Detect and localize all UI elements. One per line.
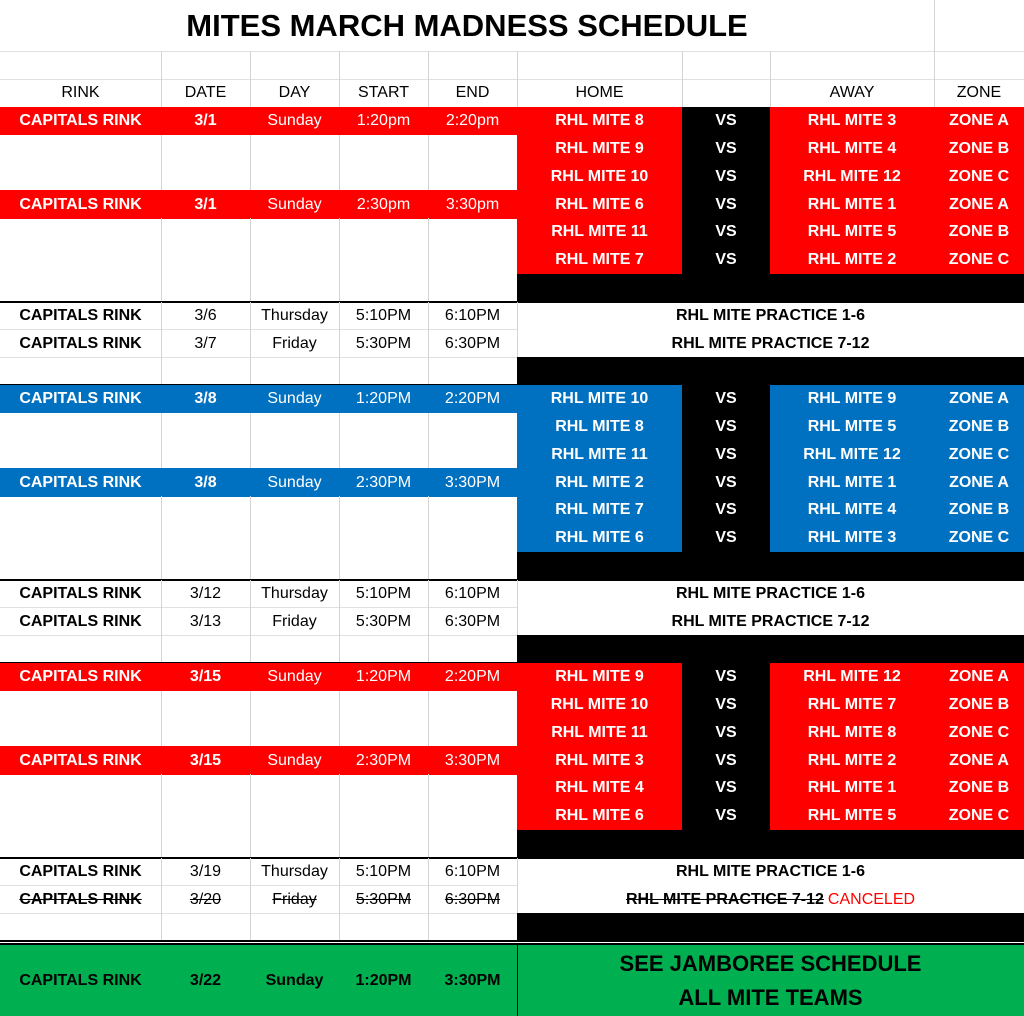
gridline (161, 413, 162, 441)
gridline (250, 357, 251, 385)
gridline (161, 802, 162, 830)
day-cell: Sunday (250, 746, 339, 774)
gridline (0, 913, 517, 914)
section-divider (0, 940, 1024, 942)
rink-cell: CAPITALS RINK (0, 385, 161, 413)
zone-cell: ZONE A (934, 468, 1024, 496)
date-cell: 3/20 (189, 890, 222, 908)
practice-cell (517, 302, 1024, 330)
vs-label: VS (682, 441, 770, 469)
separator-bar (517, 830, 1024, 858)
zone-cell: ZONE A (934, 385, 1024, 413)
rink-cell: CAPITALS RINK (0, 107, 161, 135)
header-rink: RINK (61, 84, 100, 101)
gridline (428, 246, 429, 274)
home-team-cell: RHL MITE 10 (517, 691, 682, 719)
gridline (428, 607, 429, 635)
gridline (161, 329, 162, 357)
gridline (339, 246, 340, 274)
end-cell: 2:20PM (428, 663, 517, 691)
date-cell: 3/12 (189, 584, 222, 602)
separator-bar (517, 913, 1024, 941)
gridline (428, 719, 429, 747)
away-team-cell: RHL MITE 12 (770, 163, 934, 191)
gridline (339, 524, 340, 552)
start-cell: 2:30PM (339, 468, 428, 496)
home-team-cell: RHL MITE 9 (517, 663, 682, 691)
away-team-cell: RHL MITE 1 (770, 190, 934, 218)
gridline (428, 302, 429, 330)
rink-cell: CAPITALS RINK (0, 746, 161, 774)
gridline (517, 302, 518, 330)
end-cell: 6:10PM (444, 862, 501, 880)
jamboree-line2: ALL MITE TEAMS (678, 984, 863, 1010)
gridline (339, 218, 340, 246)
home-team-cell: RHL MITE 6 (517, 802, 682, 830)
gridline (161, 218, 162, 246)
practice-label: RHL MITE PRACTICE 1-6 (675, 306, 866, 324)
day-cell: Sunday (250, 945, 339, 1016)
gridline (934, 51, 935, 107)
date-cell: 3/1 (161, 107, 250, 135)
rink-cell: CAPITALS RINK (19, 334, 142, 352)
gridline (250, 218, 251, 246)
jamboree-line1: SEE JAMBOREE SCHEDULE (619, 950, 922, 976)
gridline (339, 719, 340, 747)
gridline (161, 51, 162, 107)
home-team-cell: RHL MITE 3 (517, 746, 682, 774)
gridline (428, 135, 429, 163)
away-team-cell: RHL MITE 3 (770, 107, 934, 135)
gridline (339, 163, 340, 191)
gridline (428, 802, 429, 830)
home-team-cell: RHL MITE 11 (517, 218, 682, 246)
gridline (934, 0, 935, 51)
date-cell: 3/15 (161, 746, 250, 774)
vs-label: VS (682, 468, 770, 496)
day-cell: Friday (272, 890, 317, 908)
gridline (339, 357, 340, 385)
home-team-cell: RHL MITE 9 (517, 135, 682, 163)
gridline (161, 635, 162, 663)
gridline (250, 524, 251, 552)
gridline (339, 885, 340, 913)
vs-label: VS (682, 524, 770, 552)
header-day: DAY (278, 84, 311, 101)
home-team-cell: RHL MITE 10 (517, 163, 682, 191)
gridline (428, 524, 429, 552)
separator-bar (517, 552, 1024, 580)
rink-cell: CAPITALS RINK (0, 663, 161, 691)
gridline (428, 357, 429, 385)
gridline (428, 163, 429, 191)
end-cell: 3:30PM (428, 468, 517, 496)
gridline (517, 858, 518, 886)
gridline (339, 274, 340, 302)
end-cell: 6:30PM (444, 612, 501, 630)
vs-label: VS (682, 663, 770, 691)
zone-cell: ZONE B (934, 774, 1024, 802)
gridline (161, 163, 162, 191)
zone-cell: ZONE C (934, 524, 1024, 552)
vs-label: VS (682, 385, 770, 413)
gridline (161, 719, 162, 747)
gridline (339, 51, 340, 107)
day-cell: Friday (272, 612, 317, 630)
day-cell: Sunday (250, 663, 339, 691)
gridline (428, 580, 429, 608)
date-cell: 3/6 (194, 306, 217, 324)
end-cell: 6:10PM (444, 584, 501, 602)
date-cell: 3/19 (189, 862, 222, 880)
zone-cell: ZONE C (934, 802, 1024, 830)
gridline (161, 580, 162, 608)
gridline (250, 246, 251, 274)
away-team-cell: RHL MITE 12 (770, 441, 934, 469)
end-cell: 6:30PM (444, 890, 501, 908)
zone-cell: ZONE A (934, 663, 1024, 691)
date-cell: 3/22 (161, 945, 250, 1016)
rink-cell: CAPITALS RINK (19, 890, 142, 908)
end-cell: 6:10PM (444, 306, 501, 324)
away-team-cell: RHL MITE 4 (770, 135, 934, 163)
away-team-cell: RHL MITE 1 (770, 468, 934, 496)
away-team-cell: RHL MITE 2 (770, 746, 934, 774)
away-team-cell: RHL MITE 1 (770, 774, 934, 802)
gridline (428, 329, 429, 357)
date-cell: 3/13 (189, 612, 222, 630)
gridline (428, 830, 429, 858)
start-cell: 2:30PM (339, 746, 428, 774)
gridline (428, 913, 429, 941)
start-cell: 5:10PM (355, 862, 412, 880)
gridline (339, 607, 340, 635)
zone-cell: ZONE B (934, 218, 1024, 246)
zone-cell: ZONE C (934, 163, 1024, 191)
date-cell: 3/15 (161, 663, 250, 691)
start-cell: 5:10PM (355, 306, 412, 324)
zone-cell: ZONE C (934, 246, 1024, 274)
gridline (517, 329, 518, 357)
gridline (428, 635, 429, 663)
page-title: MITES MARCH MADNESS SCHEDULE (186, 7, 748, 43)
gridline (339, 135, 340, 163)
gridline (250, 135, 251, 163)
gridline (517, 607, 518, 635)
jamboree-notice (517, 945, 1024, 1016)
gridline (339, 552, 340, 580)
day-cell: Sunday (250, 468, 339, 496)
vs-label: VS (682, 135, 770, 163)
home-team-cell: RHL MITE 10 (517, 385, 682, 413)
practice-label: RHL MITE PRACTICE 7-12 (671, 612, 870, 630)
header-zone: ZONE (956, 84, 1002, 101)
start-cell: 5:30PM (355, 890, 412, 908)
separator-bar (517, 274, 1024, 302)
practice-label: RHL MITE PRACTICE 7-12 (625, 890, 824, 908)
gridline (161, 774, 162, 802)
vs-label: VS (682, 107, 770, 135)
day-cell: Friday (272, 334, 317, 352)
gridline (428, 413, 429, 441)
home-team-cell: RHL MITE 8 (517, 107, 682, 135)
gridline (250, 329, 251, 357)
date-cell: 3/1 (161, 190, 250, 218)
zone-cell: ZONE C (934, 441, 1024, 469)
gridline (250, 774, 251, 802)
gridline (250, 552, 251, 580)
day-cell: Thursday (261, 306, 328, 324)
gridline (161, 913, 162, 941)
away-team-cell: RHL MITE 8 (770, 719, 934, 747)
away-team-cell: RHL MITE 5 (770, 413, 934, 441)
gridline (161, 830, 162, 858)
home-team-cell: RHL MITE 6 (517, 190, 682, 218)
start-cell: 5:30PM (355, 612, 412, 630)
gridline (250, 858, 251, 886)
zone-cell: ZONE B (934, 691, 1024, 719)
start-cell: 2:30pm (339, 190, 428, 218)
zone-cell: ZONE B (934, 413, 1024, 441)
practice-cell (517, 607, 1024, 635)
gridline (250, 913, 251, 941)
header-home: HOME (575, 84, 624, 101)
practice-label: RHL MITE PRACTICE 1-6 (675, 584, 866, 602)
end-cell: 6:30PM (444, 334, 501, 352)
vs-label: VS (682, 246, 770, 274)
vs-label: VS (682, 719, 770, 747)
separator-bar (517, 635, 1024, 663)
zone-cell: ZONE B (934, 135, 1024, 163)
practice-cell (517, 329, 1024, 357)
gridline (161, 135, 162, 163)
gridline (250, 691, 251, 719)
rink-cell: CAPITALS RINK (19, 612, 142, 630)
gridline (428, 496, 429, 524)
rink-cell: CAPITALS RINK (0, 190, 161, 218)
vs-label: VS (682, 413, 770, 441)
gridline (339, 496, 340, 524)
gridline (339, 913, 340, 941)
home-team-cell: RHL MITE 11 (517, 441, 682, 469)
gridline (250, 302, 251, 330)
end-cell: 2:20PM (428, 385, 517, 413)
gridline (0, 357, 517, 358)
gridline (250, 441, 251, 469)
home-team-cell: RHL MITE 7 (517, 496, 682, 524)
zone-cell: ZONE A (934, 190, 1024, 218)
start-cell: 5:30PM (355, 334, 412, 352)
gridline (0, 79, 1024, 80)
practice-cell (517, 580, 1024, 608)
home-team-cell: RHL MITE 11 (517, 719, 682, 747)
end-cell: 2:20pm (428, 107, 517, 135)
header-start: START (358, 84, 409, 101)
gridline (161, 552, 162, 580)
gridline (517, 885, 518, 913)
gridline (339, 691, 340, 719)
gridline (770, 51, 771, 107)
gridline (339, 802, 340, 830)
start-cell: 1:20pm (339, 107, 428, 135)
home-team-cell: RHL MITE 7 (517, 246, 682, 274)
gridline (339, 329, 340, 357)
zone-cell: ZONE C (934, 719, 1024, 747)
gridline (339, 830, 340, 858)
home-team-cell: RHL MITE 6 (517, 524, 682, 552)
rink-cell: CAPITALS RINK (0, 945, 161, 1016)
gridline (428, 885, 429, 913)
vs-label: VS (682, 496, 770, 524)
start-cell: 5:10PM (355, 584, 412, 602)
start-cell: 1:20PM (339, 663, 428, 691)
gridline (161, 524, 162, 552)
rink-cell: CAPITALS RINK (19, 306, 142, 324)
gridline (161, 858, 162, 886)
day-cell: Thursday (261, 862, 328, 880)
gridline (161, 274, 162, 302)
gridline (0, 51, 1024, 52)
gridline (428, 691, 429, 719)
zone-cell: ZONE B (934, 496, 1024, 524)
home-team-cell: RHL MITE 8 (517, 413, 682, 441)
home-team-cell: RHL MITE 2 (517, 468, 682, 496)
gridline (250, 51, 251, 107)
gridline (250, 607, 251, 635)
practice-label: RHL MITE PRACTICE 1-6 (675, 862, 866, 880)
gridline (161, 302, 162, 330)
vs-label: VS (682, 746, 770, 774)
gridline (161, 691, 162, 719)
gridline (250, 830, 251, 858)
vs-label: VS (682, 218, 770, 246)
date-cell: 3/7 (194, 334, 217, 352)
gridline (339, 441, 340, 469)
vs-label: VS (682, 190, 770, 218)
gridline (428, 774, 429, 802)
rink-cell: CAPITALS RINK (19, 584, 142, 602)
day-cell: Thursday (261, 584, 328, 602)
gridline (0, 635, 517, 636)
start-cell: 1:20PM (339, 385, 428, 413)
gridline (161, 885, 162, 913)
away-team-cell: RHL MITE 12 (770, 663, 934, 691)
zone-cell: ZONE A (934, 107, 1024, 135)
gridline (428, 552, 429, 580)
rink-cell: CAPITALS RINK (0, 468, 161, 496)
gridline (682, 51, 683, 107)
vs-label: VS (682, 163, 770, 191)
gridline (339, 413, 340, 441)
gridline (250, 274, 251, 302)
away-team-cell: RHL MITE 9 (770, 385, 934, 413)
zone-cell: ZONE A (934, 746, 1024, 774)
gridline (250, 496, 251, 524)
gridline (250, 580, 251, 608)
gridline (161, 496, 162, 524)
end-cell: 3:30PM (428, 746, 517, 774)
gridline (517, 945, 518, 1016)
day-cell: Sunday (250, 107, 339, 135)
rink-cell: CAPITALS RINK (19, 862, 142, 880)
gridline (161, 357, 162, 385)
gridline (250, 719, 251, 747)
date-cell: 3/8 (161, 385, 250, 413)
gridline (339, 302, 340, 330)
gridline (339, 635, 340, 663)
away-team-cell: RHL MITE 3 (770, 524, 934, 552)
start-cell: 1:20PM (339, 945, 428, 1016)
gridline (428, 218, 429, 246)
header-away: AWAY (829, 84, 875, 101)
gridline (161, 607, 162, 635)
away-team-cell: RHL MITE 5 (770, 218, 934, 246)
away-team-cell: RHL MITE 7 (770, 691, 934, 719)
separator-bar (517, 357, 1024, 385)
gridline (339, 580, 340, 608)
gridline (339, 858, 340, 886)
gridline (250, 802, 251, 830)
gridline (428, 274, 429, 302)
gridline (339, 774, 340, 802)
away-team-cell: RHL MITE 2 (770, 246, 934, 274)
day-cell: Sunday (250, 190, 339, 218)
gridline (161, 441, 162, 469)
end-cell: 3:30PM (428, 945, 517, 1016)
end-cell: 3:30pm (428, 190, 517, 218)
header-end: END (455, 84, 490, 101)
vs-label: VS (682, 774, 770, 802)
gridline (250, 413, 251, 441)
gridline (161, 246, 162, 274)
gridline (428, 51, 429, 107)
gridline (428, 441, 429, 469)
gridline (517, 51, 518, 107)
vs-label: VS (682, 691, 770, 719)
gridline (250, 635, 251, 663)
canceled-note: CANCELED (827, 890, 916, 908)
practice-cell (517, 858, 1024, 886)
away-team-cell: RHL MITE 5 (770, 802, 934, 830)
header-date: DATE (184, 84, 227, 101)
practice-cell (517, 885, 1024, 913)
gridline (428, 858, 429, 886)
practice-label: RHL MITE PRACTICE 7-12 (671, 334, 870, 352)
home-team-cell: RHL MITE 4 (517, 774, 682, 802)
gridline (517, 580, 518, 608)
vs-label: VS (682, 802, 770, 830)
gridline (250, 885, 251, 913)
date-cell: 3/8 (161, 468, 250, 496)
away-team-cell: RHL MITE 4 (770, 496, 934, 524)
day-cell: Sunday (250, 385, 339, 413)
gridline (250, 163, 251, 191)
